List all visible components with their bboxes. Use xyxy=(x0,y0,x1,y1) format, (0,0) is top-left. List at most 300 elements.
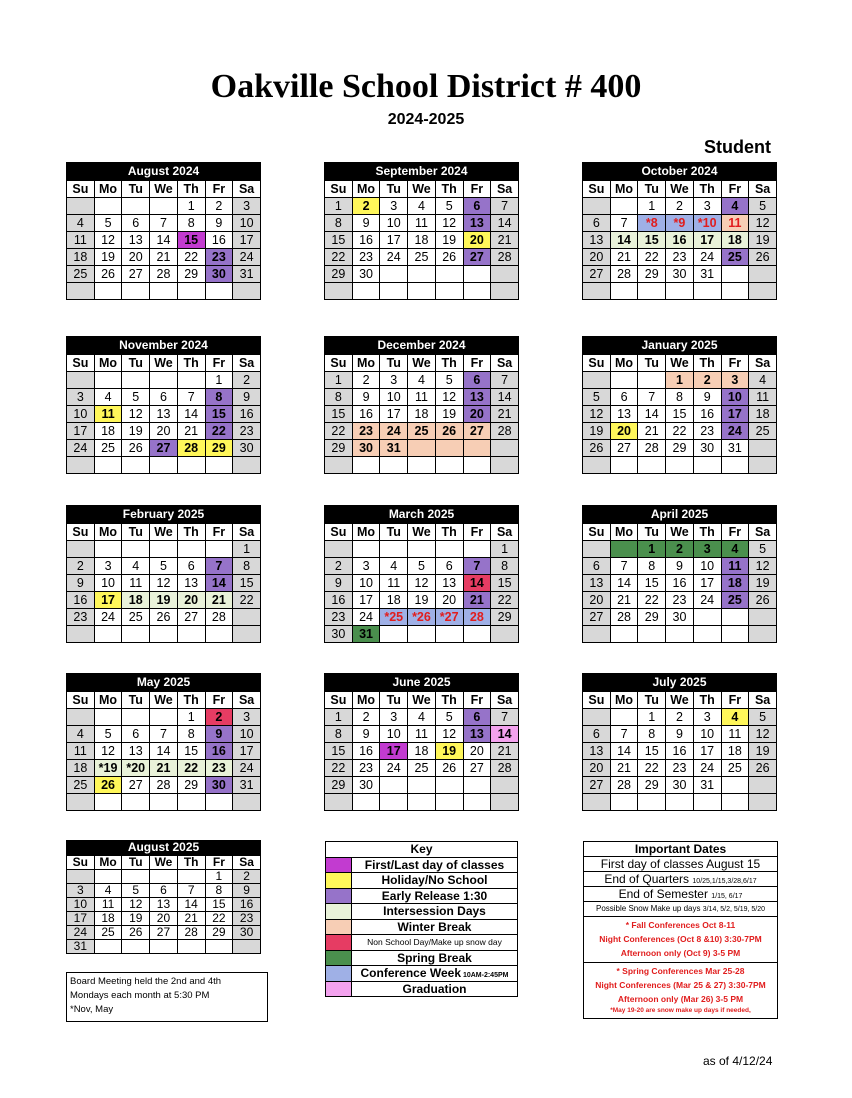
calendar-day: 22 xyxy=(325,760,353,777)
calendar-day: 4 xyxy=(721,198,749,215)
calendar-day: 25 xyxy=(408,249,436,266)
calendar-day: 29 xyxy=(638,266,666,283)
weekday-header: Th xyxy=(693,355,721,372)
calendar-day: 6 xyxy=(435,558,463,575)
calendar-day: 21 xyxy=(205,592,233,609)
weekday-header: Tu xyxy=(380,181,408,198)
month-title: December 2024 xyxy=(324,336,519,354)
calendar-day: 4 xyxy=(408,198,436,215)
empty-day-cell xyxy=(94,198,122,215)
calendar-day: *20 xyxy=(122,760,150,777)
calendar-day: 31 xyxy=(233,777,261,794)
empty-day-cell xyxy=(205,457,233,474)
empty-day-cell xyxy=(150,709,178,726)
audience-label: Student xyxy=(704,137,771,157)
empty-day-cell xyxy=(463,777,491,794)
empty-day-cell xyxy=(352,283,380,300)
calendar-day: 19 xyxy=(749,743,777,760)
month-grid xyxy=(582,691,777,811)
key-label-text: Conference Week xyxy=(360,966,461,980)
calendar-day: 1 xyxy=(491,541,519,558)
weekday-header: Tu xyxy=(638,355,666,372)
calendar-day: 11 xyxy=(721,726,749,743)
calendar-day: 30 xyxy=(205,777,233,794)
empty-day-cell xyxy=(67,541,95,558)
empty-day-cell xyxy=(491,283,519,300)
empty-day-cell xyxy=(205,940,233,954)
calendar-day: 26 xyxy=(94,266,122,283)
calendar-day: 2 xyxy=(693,372,721,389)
calendar-day: 27 xyxy=(463,760,491,777)
weekday-header: Sa xyxy=(491,524,519,541)
calendar-day: 13 xyxy=(463,726,491,743)
as-of-date: as of 4/12/24 xyxy=(703,1054,773,1068)
empty-day-cell xyxy=(491,794,519,811)
calendar-day: 27 xyxy=(583,609,611,626)
calendar-day: 3 xyxy=(693,198,721,215)
calendar-day: *27 xyxy=(435,609,463,626)
calendar-day: 14 xyxy=(610,743,638,760)
empty-day-cell xyxy=(408,777,436,794)
calendar-day: 14 xyxy=(638,406,666,423)
weekday-header: Su xyxy=(67,355,95,372)
month-grid xyxy=(324,523,519,643)
calendar-day: 16 xyxy=(666,743,694,760)
calendar-day: 15 xyxy=(233,575,261,592)
empty-day-cell xyxy=(638,457,666,474)
calendar-day: 9 xyxy=(666,726,694,743)
empty-day-cell xyxy=(177,457,205,474)
month-calendar-nov24 xyxy=(66,336,261,474)
empty-day-cell xyxy=(583,794,611,811)
calendar-day: 9 xyxy=(205,215,233,232)
calendar-day: 31 xyxy=(352,626,380,643)
empty-day-cell xyxy=(380,541,408,558)
calendar-day: 27 xyxy=(122,266,150,283)
calendar-day: 31 xyxy=(67,940,95,954)
empty-day-cell xyxy=(408,794,436,811)
month-title: May 2025 xyxy=(66,673,261,691)
calendar-day: 6 xyxy=(463,372,491,389)
key-label xyxy=(352,935,517,950)
key-item xyxy=(325,889,518,905)
calendar-day: 14 xyxy=(610,232,638,249)
calendar-day: 2 xyxy=(325,558,353,575)
empty-day-cell xyxy=(177,794,205,811)
empty-day-cell xyxy=(749,457,777,474)
month-title: January 2025 xyxy=(582,336,777,354)
calendar-day: 22 xyxy=(325,423,353,440)
fall-conf-line: Night Conferences (Oct 8 &10) 3:30-7PM xyxy=(599,934,762,944)
calendar-day: 1 xyxy=(205,372,233,389)
calendar-day: 30 xyxy=(233,440,261,457)
calendar-day: *26 xyxy=(408,609,436,626)
calendar-day: 28 xyxy=(610,266,638,283)
empty-day-cell xyxy=(721,457,749,474)
empty-day-cell xyxy=(150,198,178,215)
weekday-header: Tu xyxy=(638,692,666,709)
empty-day-cell xyxy=(749,266,777,283)
color-key xyxy=(325,841,518,997)
quarters-label: End of Quarters xyxy=(604,872,690,886)
calendar-day: 4 xyxy=(749,372,777,389)
month-grid xyxy=(66,691,261,811)
calendar-day: 21 xyxy=(491,232,519,249)
calendar-day: 15 xyxy=(205,898,233,912)
calendar-day: 12 xyxy=(408,575,436,592)
calendar-day: 20 xyxy=(150,912,178,926)
empty-day-cell xyxy=(666,794,694,811)
calendar-day: 22 xyxy=(325,249,353,266)
empty-day-cell xyxy=(583,457,611,474)
empty-day-cell xyxy=(150,870,178,884)
calendar-day: 10 xyxy=(380,389,408,406)
empty-day-cell xyxy=(463,440,491,457)
empty-day-cell xyxy=(463,266,491,283)
key-swatch xyxy=(326,858,352,873)
empty-day-cell xyxy=(67,794,95,811)
calendar-day: 17 xyxy=(693,743,721,760)
empty-day-cell xyxy=(408,283,436,300)
empty-day-cell xyxy=(610,626,638,643)
month-title: September 2024 xyxy=(324,162,519,180)
calendar-day: 27 xyxy=(177,609,205,626)
calendar-day: 15 xyxy=(666,406,694,423)
calendar-day: 23 xyxy=(352,249,380,266)
weekday-header: Mo xyxy=(94,355,122,372)
empty-day-cell xyxy=(666,457,694,474)
weekday-header: Mo xyxy=(94,181,122,198)
calendar-day: 1 xyxy=(177,198,205,215)
calendar-day: 23 xyxy=(666,592,694,609)
calendar-day: 26 xyxy=(749,760,777,777)
first-day-line: First day of classes August 15 xyxy=(584,857,777,872)
empty-day-cell xyxy=(749,626,777,643)
calendar-day: 5 xyxy=(749,541,777,558)
empty-day-cell xyxy=(352,457,380,474)
empty-day-cell xyxy=(67,457,95,474)
key-label xyxy=(352,982,517,997)
calendar-day: 17 xyxy=(380,743,408,760)
calendar-day: 11 xyxy=(408,215,436,232)
empty-day-cell xyxy=(325,457,353,474)
key-label-text: Non School Day/Make up snow day xyxy=(367,937,502,947)
weekday-header: Th xyxy=(177,524,205,541)
calendar-day: 25 xyxy=(721,592,749,609)
calendar-day: 15 xyxy=(325,406,353,423)
calendar-day: 3 xyxy=(94,558,122,575)
weekday-header: We xyxy=(150,856,178,870)
key-label xyxy=(352,951,517,966)
weekday-header: Fr xyxy=(463,692,491,709)
month-calendar-jan25 xyxy=(582,336,777,474)
calendar-day: 5 xyxy=(435,372,463,389)
calendar-day: 6 xyxy=(463,709,491,726)
calendar-day: 24 xyxy=(721,423,749,440)
calendar-day: 8 xyxy=(325,389,353,406)
weekday-header: Su xyxy=(583,692,611,709)
empty-day-cell xyxy=(177,870,205,884)
empty-day-cell xyxy=(693,609,721,626)
empty-day-cell xyxy=(610,541,638,558)
calendar-day: 5 xyxy=(122,389,150,406)
calendar-day: 22 xyxy=(638,592,666,609)
calendar-day: 6 xyxy=(150,389,178,406)
calendar-day: 26 xyxy=(94,777,122,794)
calendar-day: 20 xyxy=(610,423,638,440)
fall-conf-line: Afternoon only (Oct 9) 3-5 PM xyxy=(620,948,741,958)
calendar-day: *25 xyxy=(380,609,408,626)
weekday-header: Th xyxy=(177,856,205,870)
calendar-day: 20 xyxy=(583,760,611,777)
calendar-day: 30 xyxy=(693,440,721,457)
calendar-day: 12 xyxy=(122,898,150,912)
empty-day-cell xyxy=(325,794,353,811)
weekday-header: We xyxy=(666,355,694,372)
weekday-header: Su xyxy=(325,355,353,372)
calendar-day: 8 xyxy=(638,726,666,743)
calendar-day: 4 xyxy=(67,215,95,232)
empty-day-cell xyxy=(408,457,436,474)
weekday-header: Su xyxy=(583,524,611,541)
empty-day-cell xyxy=(380,777,408,794)
calendar-day: 29 xyxy=(491,609,519,626)
month-title: November 2024 xyxy=(66,336,261,354)
calendar-day: 5 xyxy=(749,709,777,726)
calendar-day: 19 xyxy=(435,743,463,760)
calendar-day: 26 xyxy=(150,609,178,626)
empty-day-cell xyxy=(205,541,233,558)
weekday-header: Su xyxy=(67,181,95,198)
key-label-text: Early Release 1:30 xyxy=(381,888,488,903)
empty-day-cell xyxy=(435,266,463,283)
empty-day-cell xyxy=(693,794,721,811)
calendar-day: 29 xyxy=(325,440,353,457)
calendar-day: 17 xyxy=(693,232,721,249)
calendar-day: 18 xyxy=(408,406,436,423)
calendar-day: 27 xyxy=(463,423,491,440)
calendar-day: 13 xyxy=(583,575,611,592)
calendar-day: 2 xyxy=(352,372,380,389)
calendar-day: 16 xyxy=(233,898,261,912)
calendar-day: 7 xyxy=(638,389,666,406)
calendar-day: 7 xyxy=(610,215,638,232)
calendar-day: 17 xyxy=(233,743,261,760)
month-title: June 2025 xyxy=(324,673,519,691)
empty-day-cell xyxy=(67,283,95,300)
month-title: February 2025 xyxy=(66,505,261,523)
calendar-day: 7 xyxy=(610,726,638,743)
calendar-day: 5 xyxy=(435,709,463,726)
calendar-day: 18 xyxy=(122,592,150,609)
calendar-day: 30 xyxy=(325,626,353,643)
month-grid xyxy=(582,354,777,474)
empty-day-cell xyxy=(749,609,777,626)
empty-day-cell xyxy=(610,198,638,215)
calendar-day: 2 xyxy=(352,709,380,726)
calendar-day: *9 xyxy=(666,215,694,232)
calendar-day: 1 xyxy=(233,541,261,558)
calendar-day: 4 xyxy=(94,884,122,898)
weekday-header: Fr xyxy=(721,181,749,198)
calendar-day: 15 xyxy=(638,743,666,760)
empty-day-cell xyxy=(583,626,611,643)
calendar-day: 2 xyxy=(352,198,380,215)
semester-dates: 1/15, 6/17 xyxy=(711,893,743,900)
empty-day-cell xyxy=(94,283,122,300)
calendar-day: 23 xyxy=(233,423,261,440)
calendar-day: 17 xyxy=(380,406,408,423)
calendar-day: 11 xyxy=(122,575,150,592)
calendar-day: 13 xyxy=(122,743,150,760)
calendar-day: 15 xyxy=(325,743,353,760)
calendar-day: 17 xyxy=(352,592,380,609)
weekday-header: Su xyxy=(67,692,95,709)
weekday-header: Sa xyxy=(233,181,261,198)
calendar-day: 22 xyxy=(666,423,694,440)
empty-day-cell xyxy=(408,626,436,643)
calendar-day: 21 xyxy=(610,592,638,609)
weekday-header: Sa xyxy=(749,181,777,198)
empty-day-cell xyxy=(67,626,95,643)
key-label xyxy=(352,873,517,888)
school-year: 2024-2025 xyxy=(387,111,465,128)
board-note-line: Mondays each month at 5:30 PM xyxy=(70,990,210,1001)
weekday-header: Th xyxy=(435,355,463,372)
calendar-day: 2 xyxy=(233,372,261,389)
key-label-text: Winter Break xyxy=(397,919,472,934)
key-swatch xyxy=(326,951,352,966)
calendar-day: 19 xyxy=(749,575,777,592)
empty-day-cell xyxy=(463,283,491,300)
key-item xyxy=(325,966,518,982)
calendar-day: 24 xyxy=(380,249,408,266)
calendar-day: 30 xyxy=(233,926,261,940)
calendar-day: 23 xyxy=(205,760,233,777)
empty-day-cell xyxy=(67,372,95,389)
weekday-header: Tu xyxy=(380,692,408,709)
empty-day-cell xyxy=(150,940,178,954)
empty-day-cell xyxy=(94,541,122,558)
calendar-day: 16 xyxy=(666,232,694,249)
calendar-day: 21 xyxy=(610,249,638,266)
calendar-day: 10 xyxy=(721,389,749,406)
calendar-day: 3 xyxy=(693,709,721,726)
empty-day-cell xyxy=(721,794,749,811)
calendar-day: 5 xyxy=(94,215,122,232)
weekday-header: Mo xyxy=(352,692,380,709)
calendar-day: 3 xyxy=(233,709,261,726)
empty-day-cell xyxy=(463,626,491,643)
weekday-header: Fr xyxy=(721,355,749,372)
calendar-day: 2 xyxy=(205,198,233,215)
weekday-header: Su xyxy=(583,181,611,198)
calendar-day: 2 xyxy=(67,558,95,575)
empty-day-cell xyxy=(122,626,150,643)
weekday-header: Th xyxy=(435,692,463,709)
weekday-header: Su xyxy=(67,856,95,870)
calendar-day: 20 xyxy=(177,592,205,609)
empty-day-cell xyxy=(352,794,380,811)
calendar-day: 16 xyxy=(666,575,694,592)
key-swatch xyxy=(326,904,352,919)
calendar-day: 22 xyxy=(638,760,666,777)
calendar-day: 1 xyxy=(325,709,353,726)
semester-label: End of Semester xyxy=(618,887,708,901)
month-calendar-sep24 xyxy=(324,162,519,300)
calendar-day: 11 xyxy=(67,232,95,249)
calendar-day: *8 xyxy=(638,215,666,232)
calendar-day: 22 xyxy=(233,592,261,609)
calendar-day: 21 xyxy=(491,743,519,760)
calendar-day: 20 xyxy=(583,592,611,609)
empty-day-cell xyxy=(150,794,178,811)
empty-day-cell xyxy=(463,457,491,474)
calendar-day: 21 xyxy=(150,760,178,777)
calendar-day: 8 xyxy=(205,884,233,898)
calendar-day: 15 xyxy=(325,232,353,249)
empty-day-cell xyxy=(583,283,611,300)
calendar-day: 13 xyxy=(150,406,178,423)
calendar-day: 29 xyxy=(177,266,205,283)
calendar-day: 3 xyxy=(380,198,408,215)
weekday-header: Tu xyxy=(122,355,150,372)
month-title: March 2025 xyxy=(324,505,519,523)
calendar-day: 25 xyxy=(408,423,436,440)
calendar-day: 13 xyxy=(610,406,638,423)
calendar-day: 16 xyxy=(352,232,380,249)
empty-day-cell xyxy=(67,870,95,884)
calendar-day: 8 xyxy=(325,726,353,743)
calendar-day: 14 xyxy=(205,575,233,592)
calendar-day: 20 xyxy=(150,423,178,440)
calendar-day: 29 xyxy=(205,926,233,940)
weekday-header: Tu xyxy=(380,524,408,541)
calendar-day: 5 xyxy=(150,558,178,575)
empty-day-cell xyxy=(666,626,694,643)
calendar-day: 14 xyxy=(463,575,491,592)
calendar-day: 19 xyxy=(435,406,463,423)
calendar-day: 10 xyxy=(233,215,261,232)
empty-day-cell xyxy=(233,609,261,626)
calendar-day: 26 xyxy=(435,249,463,266)
month-calendar-mar25 xyxy=(324,505,519,643)
empty-day-cell xyxy=(94,940,122,954)
empty-day-cell xyxy=(721,283,749,300)
calendar-day: 25 xyxy=(67,266,95,283)
weekday-header: Sa xyxy=(233,355,261,372)
weekday-header: Th xyxy=(693,524,721,541)
fall-conferences-block xyxy=(584,917,777,963)
calendar-day: 30 xyxy=(666,609,694,626)
empty-day-cell xyxy=(67,198,95,215)
month-calendar-aug25 xyxy=(66,840,261,954)
weekday-header: Su xyxy=(67,524,95,541)
weekday-header: Fr xyxy=(463,181,491,198)
calendar-day: 10 xyxy=(693,726,721,743)
empty-day-cell xyxy=(408,266,436,283)
snow-label: Possible Snow Make up days xyxy=(595,904,701,913)
calendar-day: 29 xyxy=(666,440,694,457)
key-item xyxy=(325,904,518,920)
calendar-day: 14 xyxy=(491,726,519,743)
month-title: July 2025 xyxy=(582,673,777,691)
calendar-day: 18 xyxy=(408,232,436,249)
month-grid xyxy=(66,855,261,954)
weekday-header: Mo xyxy=(94,524,122,541)
key-item xyxy=(325,982,518,998)
calendar-day: 4 xyxy=(94,389,122,406)
